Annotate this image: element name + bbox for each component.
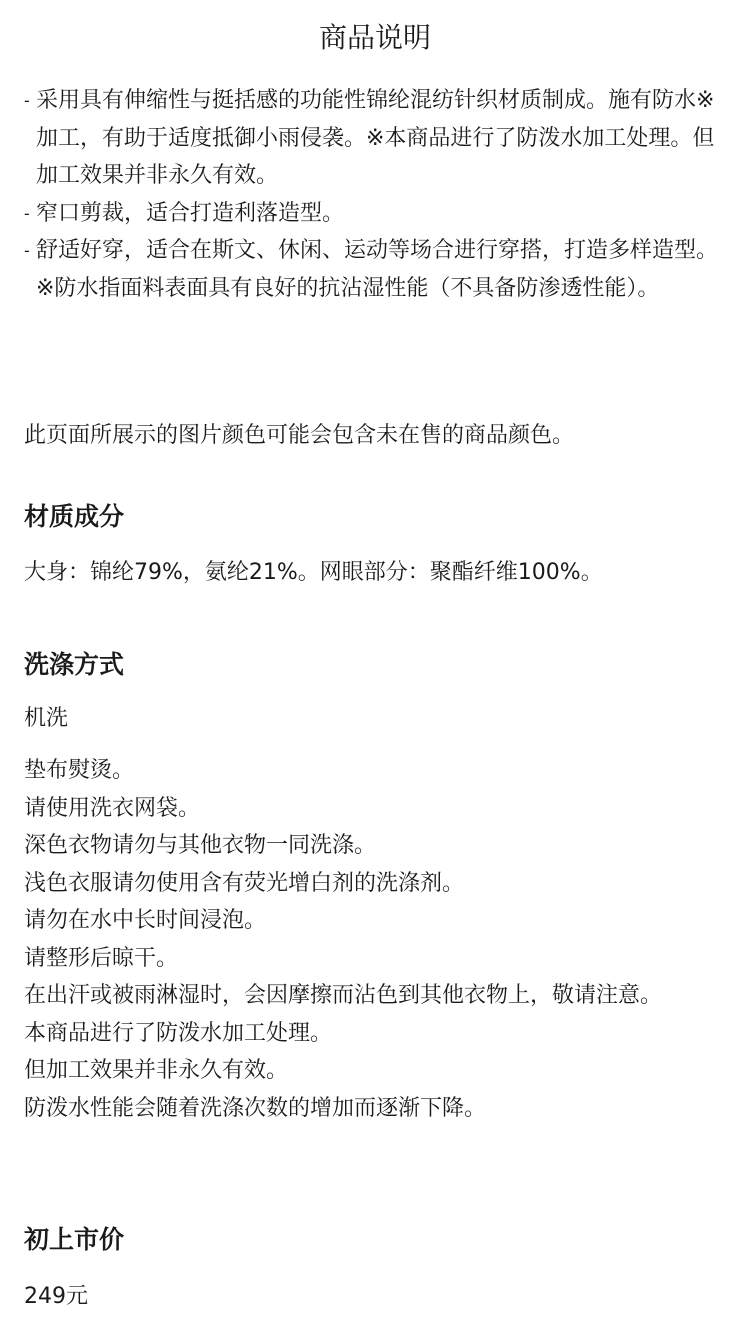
washing-instructions [24, 752, 734, 1127]
description-item-text: 窄口剪裁，适合打造利落造型。 [36, 200, 345, 226]
washing-instruction: 在出汗或被雨淋湿时，会因摩擦而沾色到其他衣物上，敬请注意。 [24, 983, 663, 1008]
washing-instruction: 但加工效果并非永久有效。 [24, 1058, 289, 1083]
washing-instruction: 请勿在水中长时间浸泡。 [24, 908, 267, 933]
washing-instruction: 请整形后晾干。 [24, 945, 179, 971]
washing-section-title: 洗涤方式 [24, 650, 125, 679]
material-section-title: 材质成分 [24, 502, 125, 531]
price-section-title: 初上市价 [24, 1225, 125, 1254]
washing-instruction: 垫布熨烫。 [24, 758, 135, 783]
description-item-text: 采用具有伸缩性与挺括感的功能性锦纶混纺针织材质制成。施有防水※加工，有助于适度抵御小雨侵袭。※本商品进行了防泼水加工处理。但加工效果并非永久有效。 [36, 88, 715, 188]
launch-price: 249元 [24, 1284, 88, 1309]
washing-instruction: 请使用洗衣网袋。 [24, 795, 201, 821]
material-composition: 大身：锦纶79%，氨纶21%。网眼部分：聚酯纤维100%。 [24, 560, 603, 585]
washing-instruction: 本商品进行了防泼水加工处理。 [24, 1020, 333, 1046]
description-list [24, 82, 730, 307]
bullet-dash: - [24, 241, 30, 260]
color-disclaimer: 此页面所展示的图片颜色可能会包含未在售的商品颜色。 [24, 423, 575, 448]
bullet-dash: - [24, 91, 30, 110]
description-item-text: 舒适好穿，适合在斯文、休闲、运动等场合进行穿搭，打造多样造型。 [36, 238, 719, 263]
washing-method: 机洗 [24, 706, 69, 731]
washing-instruction: 浅色衣服请勿使用含有荧光增白剂的洗涤剂。 [24, 870, 465, 896]
washing-instruction: 深色衣物请勿与其他衣物一同洗涤。 [24, 833, 377, 858]
description-item [24, 82, 730, 195]
page-title: 商品说明 [318, 21, 431, 54]
washing-instruction: 防泼水性能会随着洗涤次数的增加而逐渐下降。 [24, 1095, 487, 1121]
bullet-dash: - [24, 203, 30, 223]
description-item [24, 195, 730, 233]
waterproof-note: ※防水指面料表面具有良好的抗沾湿性能（不具备防渗透性能）。 [36, 275, 660, 301]
description-item [24, 232, 730, 270]
